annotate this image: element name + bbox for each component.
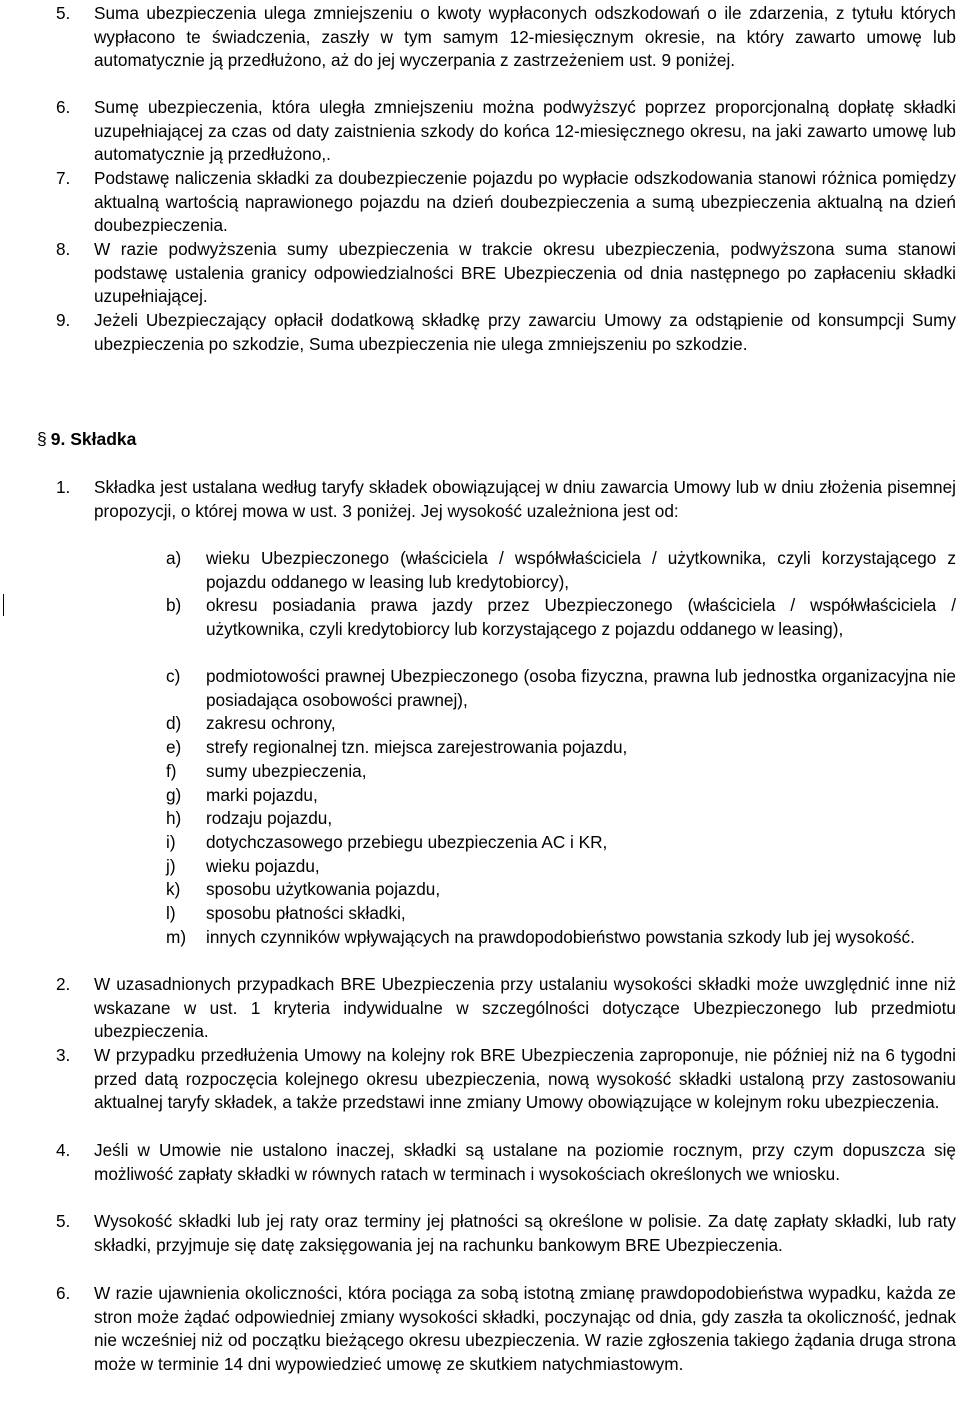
clause-number: 3.	[56, 1045, 71, 1065]
clause-6	[56, 96, 956, 167]
criterion-letter: d)	[166, 713, 182, 733]
criterion-m	[166, 926, 956, 950]
clause-number: 1.	[56, 477, 71, 497]
clause-text: Sumę ubezpieczenia, która uległa zmniejszeniu można podwyższyć poprzez proporcjonalną dopłatę składki uzupełniającej za czas od daty zaistnienia szkody do końca 12-miesięcznego okresu, na jaki zawarto umowę lub automatycznie ją przedłużono,.	[94, 97, 956, 164]
criterion-text: strefy regionalnej tzn. miejsca zarejestrowania pojazdu,	[206, 737, 628, 757]
criterion-f	[166, 760, 956, 784]
criterion-text: okresu posiadania prawa jazdy przez Ubezpieczonego (właściciela / współwłaściciela / użytkownika, czyli kredytobiorcy lub korzystającego z pojazdu oddanego w leasing),	[206, 595, 956, 639]
criterion-text: sumy ubezpieczenia,	[206, 761, 367, 781]
criterion-text: podmiotowości prawnej Ubezpieczonego (osoba fizyczna, prawna lub jednostka organizacyjna nie posiadająca osobowości prawnej),	[206, 666, 956, 710]
premium-clause-3	[56, 1044, 956, 1115]
clause-text: Jeśli w Umowie nie ustalono inaczej, składki są ustalane na poziomie rocznym, przy czym dopuszcza się możliwość zapłaty składki w równych ratach w terminach i wysokościach określonych we wniosku.	[94, 1140, 956, 1184]
criterion-text: dotychczasowego przebiegu ubezpieczenia AC i KR,	[206, 832, 608, 852]
premium-clause-1	[56, 476, 956, 523]
clause-9	[56, 309, 956, 356]
clause-number: 8.	[56, 239, 71, 259]
criterion-letter: l)	[166, 903, 176, 923]
criterion-g	[166, 784, 956, 808]
criterion-letter: c)	[166, 666, 181, 686]
criterion-e	[166, 736, 956, 760]
premium-clause-5	[56, 1210, 956, 1257]
clause-number: 9.	[56, 310, 71, 330]
criterion-h	[166, 807, 956, 831]
section-mark: §	[37, 429, 47, 449]
clause-text: Składka jest ustalana według taryfy składek obowiązującej w dniu zawarcia Umowy lub w dniu złożenia pisemnej propozycji, o której mowa w ust. 3 poniżej. Jej wysokość uzależniona jest od:	[94, 477, 956, 521]
criterion-b	[166, 594, 956, 641]
clause-number: 6.	[56, 97, 71, 117]
premium-clause-2	[56, 973, 956, 1044]
criterion-letter: g)	[166, 785, 182, 805]
premium-clause-4	[56, 1139, 956, 1186]
criterion-c	[166, 665, 956, 712]
criterion-text: sposobu płatności składki,	[206, 903, 406, 923]
clause-text: W przypadku przedłużenia Umowy na kolejny rok BRE Ubezpieczenia zaproponuje, nie później niż na 6 tygodni przed datą rozpoczęcia kolejnego okresu ubezpieczenia, nową wysokość składki ustaloną przy zastosowaniu aktualnej taryfy składek, a także przedstawi inne zmiany Umowy obowiązujące w kolejnym roku ubezpieczenia.	[94, 1045, 956, 1112]
criterion-letter: h)	[166, 808, 182, 828]
revision-bar	[3, 594, 4, 616]
criterion-letter: e)	[166, 737, 182, 757]
criterion-text: marki pojazdu,	[206, 785, 318, 805]
criterion-letter: a)	[166, 548, 182, 568]
criterion-a	[166, 547, 956, 594]
criterion-letter: b)	[166, 595, 182, 615]
criterion-letter: m)	[166, 927, 187, 947]
clause-7	[56, 167, 956, 238]
clause-number: 5.	[56, 3, 71, 23]
criterion-letter: i)	[166, 832, 176, 852]
criterion-j	[166, 855, 956, 879]
criterion-letter: j)	[166, 856, 176, 876]
clause-text: W uzasadnionych przypadkach BRE Ubezpieczenia przy ustalaniu wysokości składki może uwzględnić inne niż wskazane w ust. 1 kryteria indywidualne w szczególności dotyczące Ubezpieczonego lub przedmiotu ubezpieczenia.	[94, 974, 956, 1041]
criterion-i	[166, 831, 956, 855]
criterion-text: wieku pojazdu,	[206, 856, 320, 876]
clause-number: 2.	[56, 974, 71, 994]
criterion-l	[166, 902, 956, 926]
clause-number: 6.	[56, 1283, 71, 1303]
clause-text: Suma ubezpieczenia ulega zmniejszeniu o kwoty wypłaconych odszkodowań o ile zdarzenia, z tytułu których wypłacono te świadczenia, zaszły w tym samym 12-miesięcznym okresie, na który zawarto umowę lub automatycznie ją przedłużono, aż do jej wyczerpania z zastrzeżeniem ust. 9 poniżej.	[94, 3, 956, 70]
criterion-letter: k)	[166, 879, 181, 899]
clause-text: W razie ujawnienia okoliczności, która pociąga za sobą istotną zmianę prawdopodobieństwa wypadku, każda ze stron może żądać odpowiedniej zmiany wysokości składki, poczynając od dnia, gdy zaszła ta okoliczność, jednak nie wcześniej niż od początku bieżącego okresu ubezpieczenia. W razie zgłoszenia takiego żądania druga strona może w terminie 14 dni wypowiedzieć umowę ze skutkiem natychmiastowym.	[94, 1283, 956, 1374]
criterion-text: sposobu użytkowania pojazdu,	[206, 879, 441, 899]
section-title: 9. Składka	[50, 429, 137, 449]
criterion-text: innych czynników wpływających na prawdopodobieństwo powstania szkody lub jej wysokość.	[206, 927, 915, 947]
clause-number: 7.	[56, 168, 71, 188]
clause-text: Jeżeli Ubezpieczający opłacił dodatkową składkę przy zawarciu Umowy za odstąpienie od konsumpcji Sumy ubezpieczenia po szkodzie, Suma ubezpieczenia nie ulega zmniejszeniu po szkodzie.	[94, 310, 956, 354]
clause-text: W razie podwyższenia sumy ubezpieczenia w trakcie okresu ubezpieczenia, podwyższona suma stanowi podstawę ustalenia granicy odpowiedzialności BRE Ubezpieczenia od dnia następnego po zapłaceniu składki uzupełniającej.	[94, 239, 956, 306]
criterion-d	[166, 712, 956, 736]
clause-text: Wysokość składki lub jej raty oraz terminy jej płatności są określone w polisie. Za datę zapłaty składki, lub raty składki, przyjmuje się datę zaksięgowania jej na rachunku bankowym BRE Ubezpieczenia.	[94, 1211, 956, 1255]
criterion-letter: f)	[166, 761, 177, 781]
criterion-text: wieku Ubezpieczonego (właściciela / współwłaściciela / użytkownika, czyli korzystającego z pojazdu oddanego w leasing lub kredytobiorcy),	[206, 548, 956, 592]
clause-text: Podstawę naliczenia składki za doubezpieczenie pojazdu po wypłacie odszkodowania stanowi różnica pomiędzy aktualną wartością naprawionego pojazdu na dzień doubezpieczenia a sumą ubezpieczenia aktualną na dzień doubezpieczenia.	[94, 168, 956, 235]
section-heading	[37, 427, 136, 451]
clause-8	[56, 238, 956, 309]
clause-number: 5.	[56, 1211, 71, 1231]
criterion-k	[166, 878, 956, 902]
clause-number: 4.	[56, 1140, 71, 1160]
clause-5	[56, 2, 956, 73]
premium-clause-6	[56, 1282, 956, 1376]
criterion-text: zakresu ochrony,	[206, 713, 336, 733]
criterion-text: rodzaju pojazdu,	[206, 808, 333, 828]
